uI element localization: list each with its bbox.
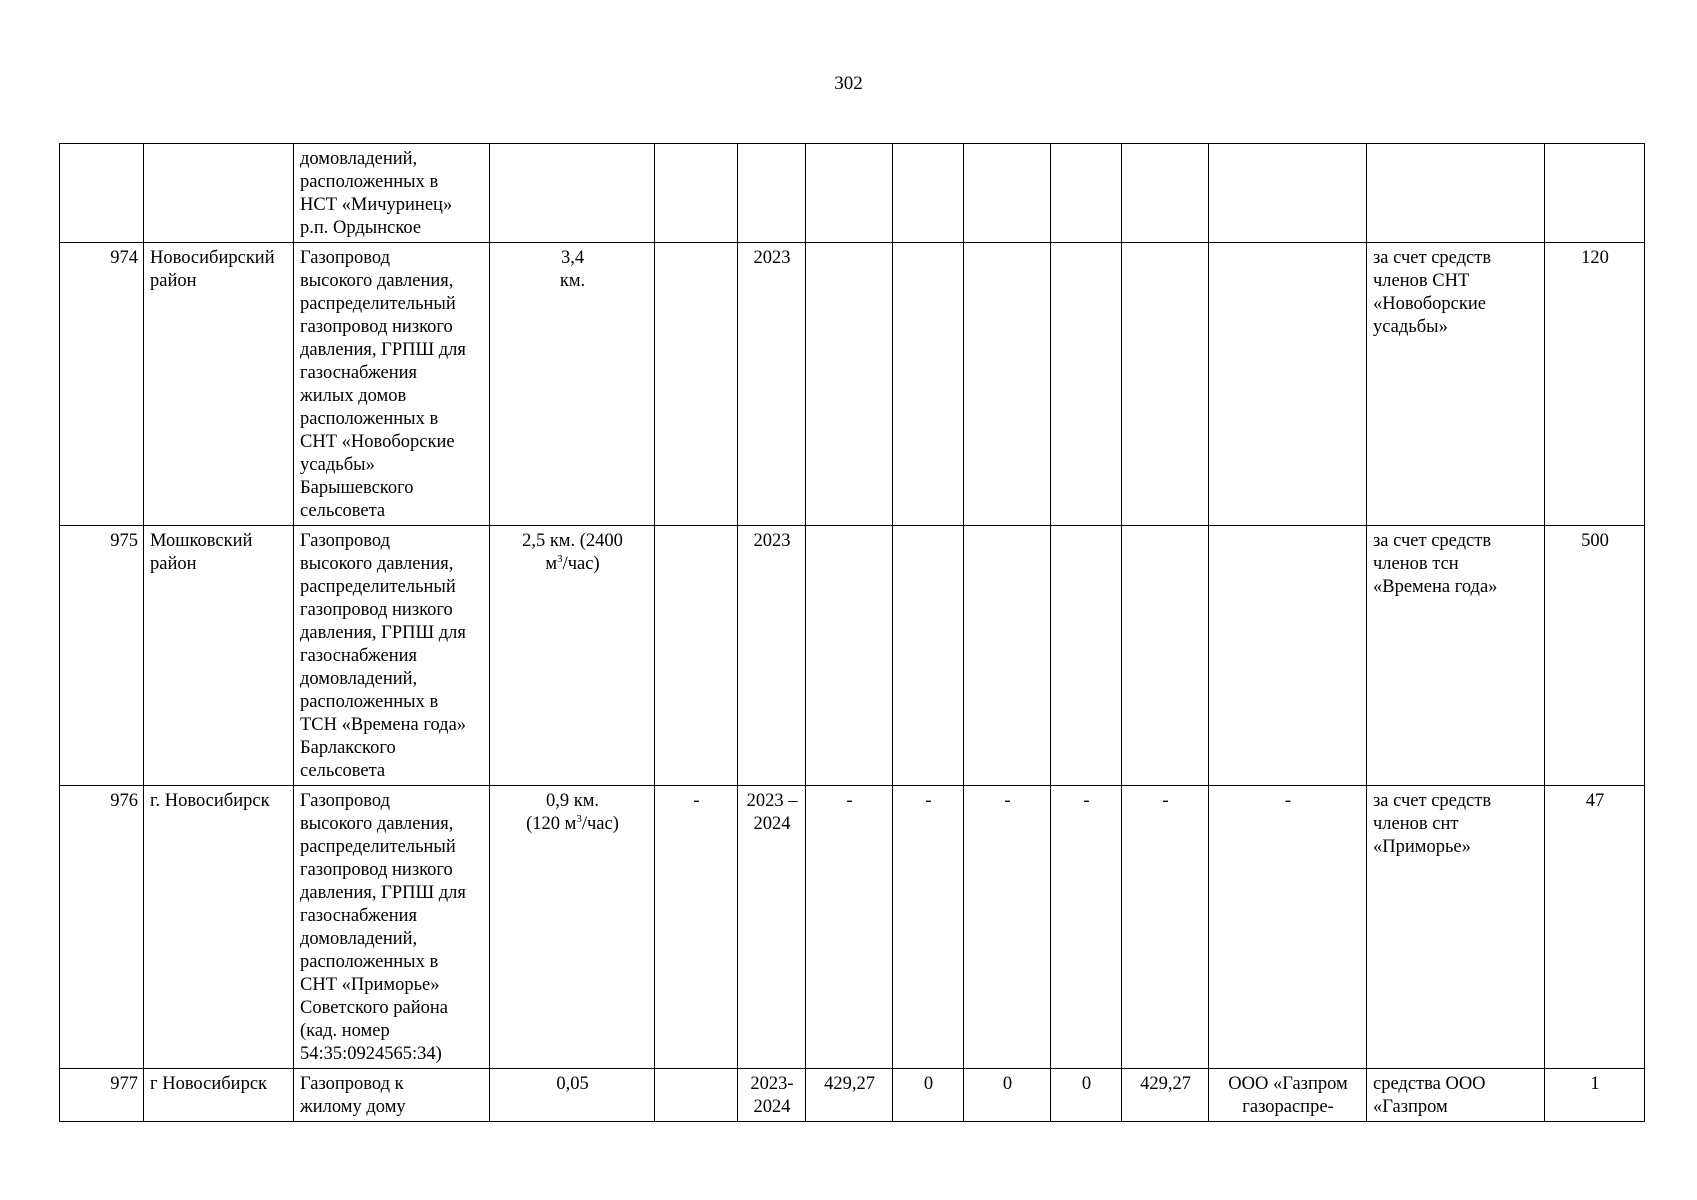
cell-federal (893, 526, 964, 786)
cell-object (294, 243, 490, 526)
cell-col5 (655, 1069, 738, 1122)
cell-regional: - (964, 786, 1051, 1069)
cell-other (1122, 144, 1209, 243)
text-line: район (150, 271, 197, 291)
text-line: $м^3/час$) (545, 552, 600, 574)
text-line: сельсовета (300, 761, 386, 781)
page-number: 302 (834, 73, 863, 94)
text-line: высокого давления, (300, 814, 454, 834)
text-line: газопровод низкого (300, 317, 453, 337)
text-line: расположенных в (300, 692, 439, 712)
cell-federal: - (893, 786, 964, 1069)
cell-number: 974 (60, 243, 144, 526)
text-line: - (1284, 791, 1292, 811)
cell-contractor (1209, 144, 1367, 243)
text-line: давления, ГРПШ для (300, 883, 466, 903)
text-line: сельсовета (300, 501, 386, 521)
text-line: домовладений, (300, 669, 418, 689)
text-line: давления, ГРПШ для (300, 340, 466, 360)
cell-other (1122, 526, 1209, 786)
cell-period (738, 526, 806, 786)
cell-funding-source (1367, 786, 1545, 1069)
cell-count: 500 (1545, 526, 1645, 786)
cell-regional (964, 243, 1051, 526)
cell-number: 976 (60, 786, 144, 1069)
table-row (60, 526, 1645, 786)
cell-regional: 0 (964, 1069, 1051, 1122)
text-line: (120 $м^3/час$) (526, 812, 619, 834)
table-row (60, 243, 1645, 526)
text-line: за счет средств (1373, 791, 1492, 811)
cell-district (144, 1069, 294, 1122)
cell-contractor (1209, 243, 1367, 526)
cell-regional (964, 144, 1051, 243)
text-line: Барлакского (300, 738, 396, 758)
text-line: 0,05 (556, 1074, 589, 1094)
text-line: 54:35:0924565:34) (300, 1044, 442, 1064)
cell-number (60, 144, 144, 243)
text-line: газопровод низкого (300, 600, 453, 620)
text-line: Советского района (300, 998, 448, 1018)
text-line: высокого давления, (300, 271, 454, 291)
text-line: газоснабжения (300, 646, 418, 666)
cell-object (294, 144, 490, 243)
text-line: расположенных в (300, 409, 439, 429)
text-line: усадьбы» (1373, 317, 1448, 337)
text-line: газораспре- (1242, 1097, 1334, 1117)
cell-count (1545, 144, 1645, 243)
text-line: (кад. номер (300, 1021, 390, 1041)
cell-funding-source (1367, 1069, 1545, 1122)
text-line: Газопровод (300, 248, 391, 268)
text-line: членов снт (1373, 814, 1459, 834)
cell-total: - (806, 786, 893, 1069)
cell-regional (964, 526, 1051, 786)
cell-federal (893, 144, 964, 243)
cell-district (144, 144, 294, 243)
table-body (60, 144, 1645, 1122)
gas-pipeline-table (59, 143, 1645, 1122)
text-line: «Времена года» (1373, 577, 1498, 597)
text-line: Барышевского (300, 478, 414, 498)
table-row (60, 786, 1645, 1069)
text-line: СНТ «Приморье» (300, 975, 440, 995)
text-line: расположенных в (300, 172, 439, 192)
text-line: жилому дому (300, 1097, 406, 1117)
cell-total (806, 526, 893, 786)
cell-object (294, 526, 490, 786)
cell-count: 47 (1545, 786, 1645, 1069)
text-line: р.п. Ордынское (300, 218, 422, 238)
cell-col5 (655, 144, 738, 243)
text-line: ТСН «Времена года» (300, 715, 467, 735)
cell-other: - (1122, 786, 1209, 1069)
cell-object (294, 1069, 490, 1122)
cell-district (144, 243, 294, 526)
text-line: домовладений, (300, 149, 418, 169)
text-line: средства ООО (1373, 1074, 1486, 1094)
text-line: г Новосибирск (150, 1074, 268, 1094)
text-line: км. (559, 271, 586, 291)
cell-other (1122, 243, 1209, 526)
cell-funding-source (1367, 243, 1545, 526)
text-line: СНТ «Новоборские (300, 432, 455, 452)
text-line: «Приморье» (1373, 837, 1471, 857)
cell-contractor (1209, 526, 1367, 786)
cell-period (738, 243, 806, 526)
cell-federal (893, 243, 964, 526)
text-line: газоснабжения (300, 363, 418, 383)
cell-count: 1 (1545, 1069, 1645, 1122)
cell-local: - (1051, 786, 1122, 1069)
cell-funding-source (1367, 144, 1545, 243)
cell-funding-source (1367, 526, 1545, 786)
text-line: 2024 (753, 1097, 791, 1117)
text-line: ООО «Газпром (1228, 1074, 1348, 1094)
text-line: 0,9 км. (545, 791, 600, 811)
text-line: газопровод низкого (300, 860, 453, 880)
cell-local: 0 (1051, 1069, 1122, 1122)
cell-number: 977 (60, 1069, 144, 1122)
cell-capacity (490, 786, 655, 1069)
text-line: Газопровод (300, 531, 391, 551)
text-line: жилых домов (300, 386, 407, 406)
cell-capacity (490, 144, 655, 243)
text-line: 2023 – (746, 791, 798, 811)
cell-district (144, 526, 294, 786)
text-line: членов СНТ (1373, 271, 1470, 291)
cell-capacity (490, 243, 655, 526)
cell-period (738, 786, 806, 1069)
text-line: район (150, 554, 197, 574)
text-line: за счет средств (1373, 531, 1492, 551)
cell-capacity (490, 526, 655, 786)
cell-district (144, 786, 294, 1069)
text-line: г. Новосибирск (150, 791, 270, 811)
cell-local (1051, 526, 1122, 786)
text-line: 2,5 км. (2400 (522, 531, 623, 551)
text-line: усадьбы» (300, 455, 375, 475)
table-row (60, 144, 1645, 243)
text-line: расположенных в (300, 952, 439, 972)
text-line: 2023 (753, 531, 791, 551)
cell-federal: 0 (893, 1069, 964, 1122)
cell-col5 (655, 243, 738, 526)
text-line: давления, ГРПШ для (300, 623, 466, 643)
cell-period (738, 1069, 806, 1122)
text-line: распределительный (300, 837, 456, 857)
text-line: домовладений, (300, 929, 418, 949)
text-line: членов тсн (1373, 554, 1459, 574)
text-line: 3,4 (560, 248, 585, 268)
cell-total: 429,27 (806, 1069, 893, 1122)
table-row (60, 1069, 1645, 1122)
text-line: Газопровод к (300, 1074, 404, 1094)
text-line: 2024 (753, 814, 791, 834)
cell-col5: - (655, 786, 738, 1069)
cell-total (806, 243, 893, 526)
cell-capacity (490, 1069, 655, 1122)
cell-number: 975 (60, 526, 144, 786)
text-line: за счет средств (1373, 248, 1492, 268)
text-line: 2023- (750, 1074, 794, 1094)
text-line: высокого давления, (300, 554, 454, 574)
text-line: распределительный (300, 577, 456, 597)
text-line: Газопровод (300, 791, 391, 811)
text-line: Новосибирский (150, 248, 275, 268)
cell-period (738, 144, 806, 243)
cell-contractor (1209, 786, 1367, 1069)
cell-total (806, 144, 893, 243)
text-line: газоснабжения (300, 906, 418, 926)
cell-contractor (1209, 1069, 1367, 1122)
cell-count: 120 (1545, 243, 1645, 526)
text-line: распределительный (300, 294, 456, 314)
cell-object (294, 786, 490, 1069)
cell-other: 429,27 (1122, 1069, 1209, 1122)
text-line: «Новоборские (1373, 294, 1486, 314)
cell-col5 (655, 526, 738, 786)
text-line: НСТ «Мичуринец» (300, 195, 453, 215)
cell-local (1051, 144, 1122, 243)
cell-local (1051, 243, 1122, 526)
text-line: 2023 (753, 248, 791, 268)
text-line: Мошковский (150, 531, 253, 551)
text-line: «Газпром (1373, 1097, 1448, 1117)
